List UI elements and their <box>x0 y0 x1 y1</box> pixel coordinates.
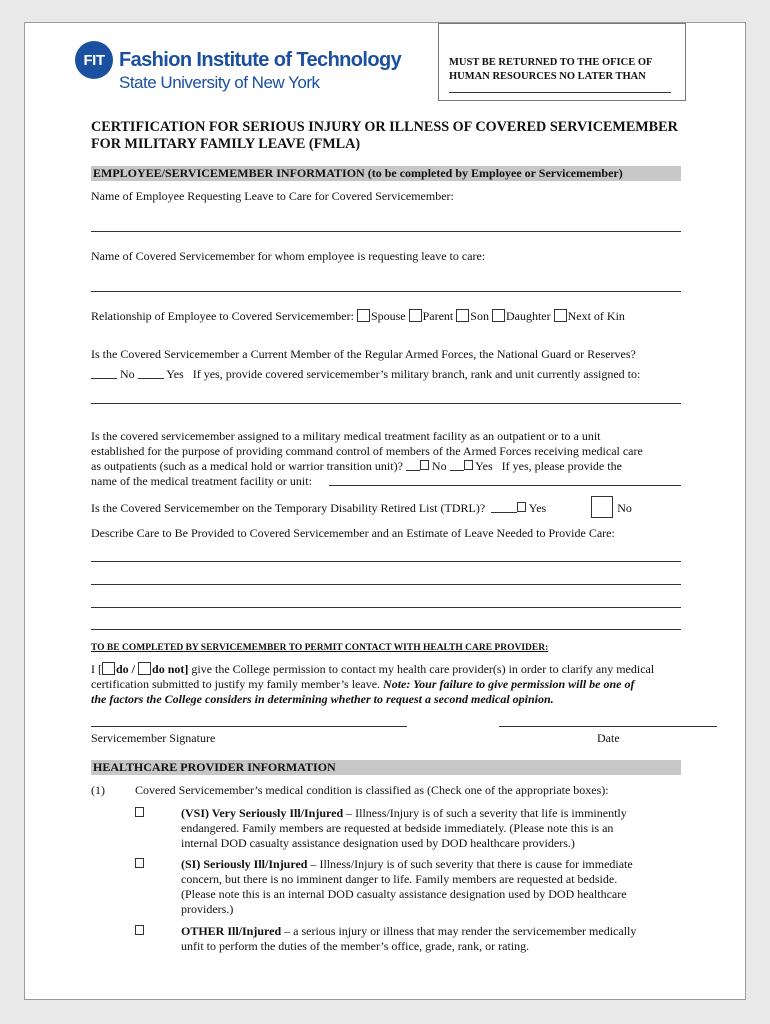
vsi-checkbox-wrap <box>135 806 144 821</box>
facility-question-line4: name of the medical treatment facility or unit: <box>91 474 312 488</box>
tdrl-no-label: No <box>617 501 632 515</box>
employee-name-field[interactable] <box>91 231 681 232</box>
son-checkbox[interactable] <box>456 309 469 322</box>
form-title <box>91 119 678 153</box>
spouse-option-label: Spouse <box>370 309 406 323</box>
si-line2: concern, but there is no imminent danger to life. Family members are requested at bedside. <box>181 872 618 886</box>
care-description-line-1[interactable] <box>91 561 681 562</box>
fit-logo-icon <box>75 41 113 79</box>
other-title: OTHER Ill/Injured <box>181 924 282 938</box>
tdrl-row <box>91 496 632 518</box>
daughter-checkbox[interactable] <box>492 309 505 322</box>
facility-question-line3-text: as outpatients (such as a medical hold or warrior transition unit)? <box>91 459 403 473</box>
permission-text-line1: give the College permission to contact my health care provider(s) in order to clarify any medical <box>191 662 655 676</box>
vsi-line1 <box>181 806 627 821</box>
describe-care-label: Describe Care to Be Provided to Covered Servicemember and an Estimate of Leave Needed to Provide Care: <box>91 526 615 540</box>
do-label: do / <box>116 662 136 676</box>
item-1-number: (1) <box>91 783 105 797</box>
son-option-label: Son <box>470 309 489 323</box>
tdrl-yes-checkbox[interactable] <box>517 502 526 512</box>
current-member-question: Is the Covered Servicemember a Current Member of the Regular Armed Forces, the National Guard or Reserves? <box>91 347 636 361</box>
servicemember-name-label: Name of Covered Servicemember for whom employee is requesting leave to care: <box>91 249 486 263</box>
facility-yes-label: Yes <box>475 459 493 473</box>
other-line1 <box>181 924 636 939</box>
vsi-line3: internal DOD casualty assistance designation used by DOD healthcare providers.) <box>181 836 575 850</box>
institution-name: Fashion Institute of Technology <box>119 49 402 71</box>
si-option <box>181 857 633 917</box>
next-of-kin-checkbox[interactable] <box>554 309 567 322</box>
current-member-no-blank[interactable] <box>91 368 117 379</box>
item-1-text: Covered Servicemember’s medical condition is classified as (Check one of the appropriate boxes): <box>135 783 609 797</box>
facility-yes-checkbox[interactable] <box>464 460 473 470</box>
permission-line2 <box>91 677 654 692</box>
si-line1 <box>181 857 633 872</box>
employee-section-heading: EMPLOYEE/SERVICEMEMBER INFORMATION (to be completed by Employee or Servicemember) <box>91 166 681 181</box>
tdrl-no-checkbox[interactable] <box>591 496 613 518</box>
return-date-field[interactable] <box>449 92 671 93</box>
servicemember-name-field[interactable] <box>91 291 681 292</box>
other-line1-text: – a serious injury or illness that may render the servicemember medically <box>281 924 637 938</box>
si-line4: providers.) <box>181 902 234 916</box>
form-title-line2: FOR MILITARY FAMILY LEAVE (FMLA) <box>91 136 361 152</box>
form-title-line1: CERTIFICATION FOR SERIOUS INJURY OR ILLNESS OF COVERED SERVICEMEMBER <box>91 119 678 135</box>
return-notice-line2: HUMAN RESOURCES NO LATER THAN <box>449 71 646 82</box>
other-line2: unfit to perform the duties of the member’s office, grade, rank, or rating. <box>181 939 530 953</box>
facility-yes-blank[interactable] <box>450 460 464 471</box>
date-label: Date <box>597 731 620 745</box>
form-page <box>24 22 746 1000</box>
next-of-kin-option-label: Next of Kin <box>567 309 625 323</box>
other-checkbox-wrap <box>135 924 144 939</box>
si-line3: (Please note this is an internal DOD casualty assistance designation used by DOD healthcare <box>181 887 627 901</box>
permission-note-line3: the factors the College considers in determining whether to request a second medical opinion. <box>91 692 554 706</box>
facility-no-blank[interactable] <box>406 460 420 471</box>
logo-mark: FIT <box>83 51 105 69</box>
care-description-line-2[interactable] <box>91 584 681 585</box>
employee-name-label: Name of Employee Requesting Leave to Care for Covered Servicemember: <box>91 189 454 203</box>
daughter-option-label: Daughter <box>505 309 551 323</box>
do-checkbox[interactable] <box>102 662 115 675</box>
healthcare-section-heading: HEALTHCARE PROVIDER INFORMATION <box>91 760 681 775</box>
facility-yes-instruction: If yes, please provide the <box>501 459 622 473</box>
si-checkbox-wrap <box>135 857 144 872</box>
do-not-checkbox[interactable] <box>138 662 151 675</box>
vsi-checkbox[interactable] <box>135 807 144 817</box>
permission-i-bracket: I [ <box>91 662 102 676</box>
permission-line1 <box>91 662 654 677</box>
vsi-option <box>181 806 627 851</box>
yes-label: Yes <box>166 367 184 381</box>
other-option <box>181 924 636 954</box>
parent-checkbox[interactable] <box>409 309 422 322</box>
branch-rank-unit-field[interactable] <box>91 403 681 404</box>
branch-rank-unit-label: If yes, provide covered servicemember’s military branch, rank and unit currently assigned to: <box>192 367 641 381</box>
return-notice-line1: MUST BE RETURNED TO THE OFICE OF <box>449 57 653 68</box>
no-label: No <box>120 367 135 381</box>
parent-option-label: Parent <box>422 309 454 323</box>
signature-label: Servicemember Signature <box>91 731 216 745</box>
permission-block <box>91 662 654 707</box>
relationship-label: Relationship of Employee to Covered Servicemember: <box>91 309 354 323</box>
permission-note-line2: Note: Your failure to give permission will be one of <box>383 677 635 691</box>
facility-no-label: No <box>431 459 447 473</box>
si-line1-text: – Illness/Injury is of such severity that there is cause for immediate <box>307 857 633 871</box>
relationship-row <box>91 309 625 324</box>
signature-date-field[interactable] <box>499 726 717 727</box>
tdrl-question: Is the Covered Servicemember on the Temporary Disability Retired List (TDRL)? <box>91 501 486 515</box>
facility-no-checkbox[interactable] <box>420 460 429 470</box>
si-title: (SI) Seriously Ill/Injured <box>181 857 308 871</box>
tdrl-yes-label: Yes <box>528 501 547 515</box>
current-member-yes-blank[interactable] <box>138 368 164 379</box>
care-description-line-3[interactable] <box>91 607 681 608</box>
vsi-line2: endangered. Family members are requested at bedside immediately. (Please note this is an <box>181 821 614 835</box>
other-checkbox[interactable] <box>135 925 144 935</box>
facility-question-block <box>91 429 643 489</box>
care-description-line-4[interactable] <box>91 629 681 630</box>
vsi-line1-text: – Illness/Injury is of such a severity that life is imminently <box>343 806 627 820</box>
facility-question-line2: established for the purpose of providing command control of members of the Armed Forces receiving medical care <box>91 444 643 458</box>
spouse-checkbox[interactable] <box>357 309 370 322</box>
institution-subtitle: State University of New York <box>119 73 320 92</box>
servicemember-signature-field[interactable] <box>91 726 407 727</box>
permission-section-heading: TO BE COMPLETED BY SERVICEMEMBER TO PERMIT CONTACT WITH HEALTH CARE PROVIDER: <box>91 643 549 653</box>
facility-question-line3 <box>91 459 643 474</box>
vsi-title: (VSI) Very Seriously Ill/Injured <box>181 806 344 820</box>
tdrl-yes-blank[interactable] <box>491 502 517 513</box>
facility-question-line1: Is the covered servicemember assigned to a military medical treatment facility as an outpatient or to a unit <box>91 429 601 443</box>
permission-text-line2: certification submitted to justify my family member’s leave. <box>91 677 381 691</box>
return-notice-text <box>449 56 652 84</box>
facility-name-field[interactable] <box>329 485 681 486</box>
current-member-answer-row <box>91 367 640 382</box>
return-notice-box <box>438 23 686 101</box>
do-not-label: do not] <box>152 662 189 676</box>
si-checkbox[interactable] <box>135 858 144 868</box>
